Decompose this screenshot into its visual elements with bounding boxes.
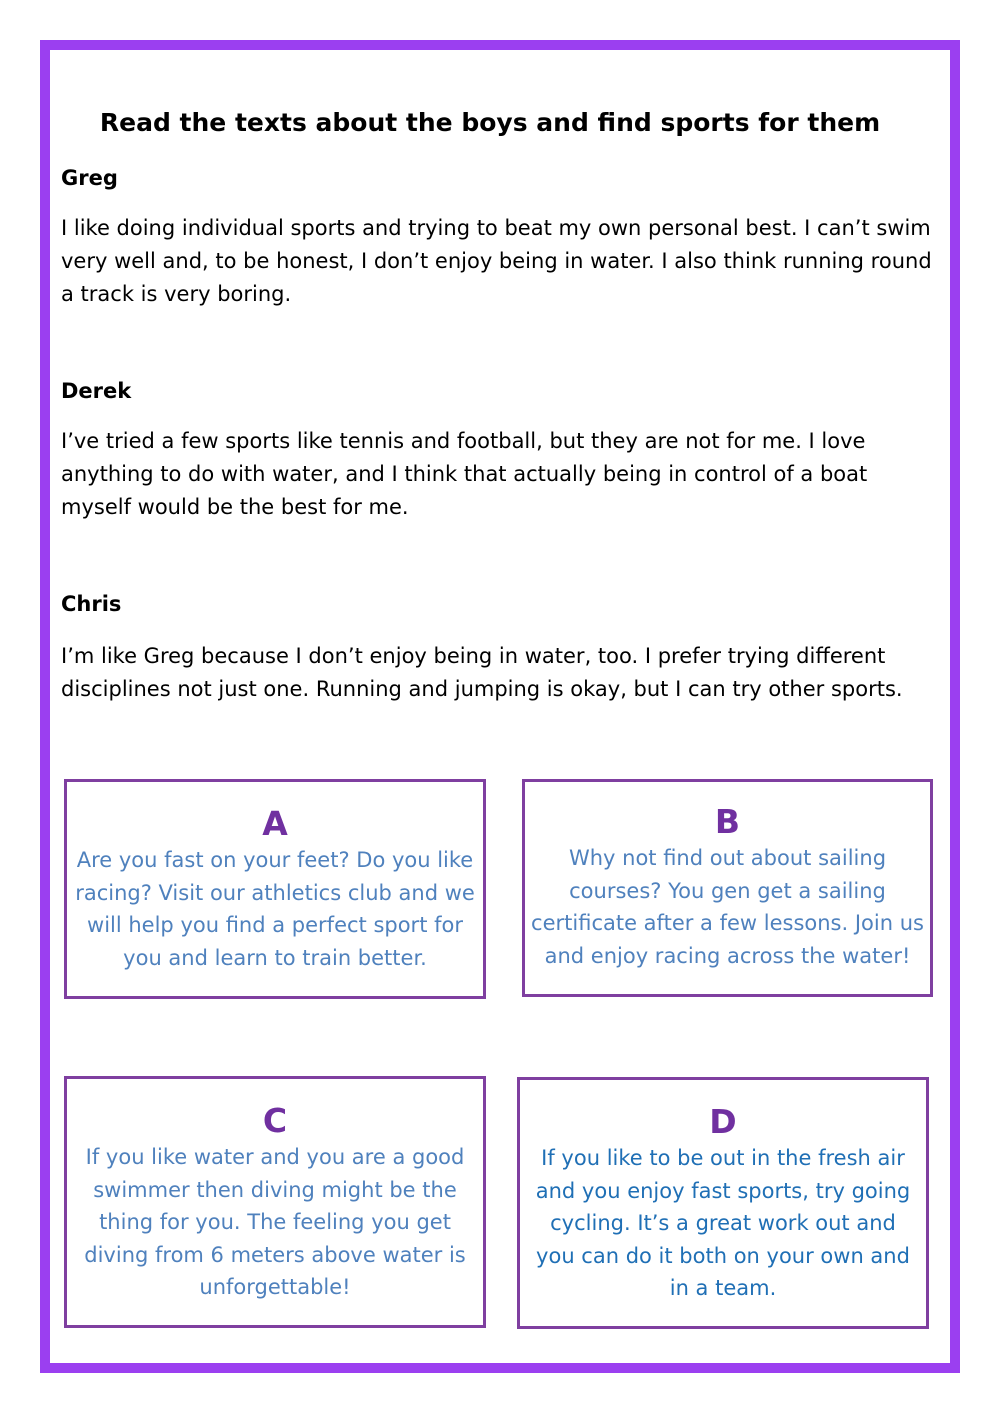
person-text-greg: I like doing individual sports and trying to beat my own personal best. I can’t swim very well and, to be honest, I don’t enjoy being in water. I also think running round a track is very boring.: [61, 216, 932, 306]
person-text-chris: I’m like Greg because I don’t enjoy being in water, too. I prefer trying different disciplines not just one. Running and jumping is okay, but I can try other sports.: [61, 644, 903, 701]
person-text-derek: I’ve tried a few sports like tennis and football, but they are not for me. I love anything to do with water, and I think that actually being in control of a boat myself would be the best for me.: [61, 429, 868, 519]
person-name-chris: Chris: [61, 592, 122, 616]
ad-text-b: Why not find out about sailing courses? You gen get a sailing certificate after a few lessons. Join us and enjoy racing across the water!: [531, 846, 924, 968]
ad-text-d: If you like to be out in the fresh air and you enjoy fast sports, try going cycling. It’s a great work out and you can do it both on your own and in a team.: [535, 1146, 911, 1300]
ad-text-a: Are you fast on your feet? Do you like racing? Visit our athletics club and we will help you find a perfect sport for you and learn to train better.: [75, 848, 475, 970]
ad-letter-b: B: [714, 802, 741, 841]
ad-box-b: [522, 779, 933, 997]
ad-box-d: [517, 1077, 929, 1329]
ad-letter-c: C: [262, 1101, 288, 1140]
page-title: Read the texts about the boys and find sports for them: [99, 108, 881, 137]
person-name-derek: Derek: [61, 379, 132, 403]
ad-letter-a: A: [262, 804, 288, 843]
person-name-greg: Greg: [61, 166, 118, 190]
ad-letter-d: D: [709, 1102, 737, 1141]
ad-text-c: If you like water and you are a good swimmer then diving might be the thing for you. The feeling you get diving from 6 meters above water is unforgettable!: [84, 1145, 466, 1299]
ad-box-c: [64, 1076, 486, 1328]
ad-box-a: [64, 779, 486, 999]
